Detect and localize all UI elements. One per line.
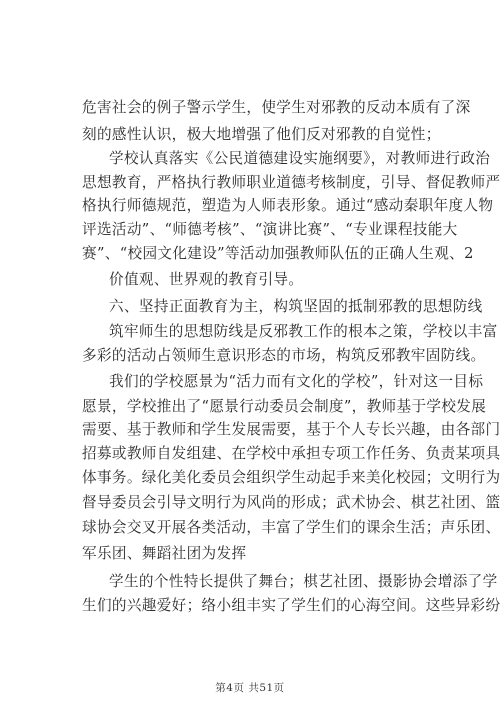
page-number-footer: 第4页 共51页 bbox=[215, 682, 285, 694]
text-line: 学校认真落实《公民道德建设实施纲要》，对教师进行政治 bbox=[109, 150, 491, 167]
text-line: 体事务。绿化美化委员会组织学生动起手来美化校园；文明行为 bbox=[82, 469, 500, 486]
text-line: 评选活动”、“师德考核”、“演讲比赛”、“专业课程技能大 bbox=[82, 221, 458, 238]
text-line: 赛”、“校园文化建设”等活动加强教师队伍的正确人生观、2 bbox=[82, 245, 474, 262]
text-line: 招募或教师自发组建、在学校中承担专项工作任务、负责某项具 bbox=[82, 445, 500, 462]
text-line: 我们的学校愿景为“活力而有文化的学校”，针对这一目标 bbox=[109, 373, 484, 390]
text-line: 球协会交叉开展各类活动，丰富了学生们的课余生活；声乐团、 bbox=[82, 519, 500, 536]
text-line: 危害社会的例子警示学生，使学生对邪教的反动本质有了深 bbox=[82, 99, 471, 116]
text-line: 督导委员会引导文明行为风尚的形成；武术协会、棋艺社团、篮 bbox=[82, 494, 500, 511]
text-line: 思想教育，严格执行教师职业道德考核制度，引导、督促教师严 bbox=[82, 174, 500, 191]
text-line: 学生的个性特长提供了舞台；棋艺社团、摄影协会增添了学 bbox=[109, 573, 498, 590]
text-line: 格执行师德规范，塑造为人师表形象。通过“感动秦职年度人物 bbox=[82, 197, 494, 214]
text-line: 生们的兴趣爱好；络小组丰实了学生们的心海空间。这些异彩纷 bbox=[82, 597, 500, 614]
text-line: 价值观、世界观的教育引导。 bbox=[109, 271, 304, 288]
text-line: 愿景，学校推出了“愿景行动委员会制度”，教师基于学校发展 bbox=[82, 398, 487, 415]
text-line: 多彩的活动占领师生意识形态的市场，构筑反邪教牢固防线。 bbox=[82, 347, 486, 364]
text-line: 需要、基于教师和学生发展需要，基于个人专长兴趣，由各部门 bbox=[82, 421, 500, 438]
text-line: 刻的感性认识，极大地增强了他们反对邪教的自觉性； bbox=[82, 126, 441, 143]
text-line: 筑牢师生的思想防线是反邪教工作的根本之策，学校以丰富 bbox=[109, 323, 498, 340]
section-heading: 六、坚持正面教育为主，构筑坚固的抵制邪教的思想防线 bbox=[109, 298, 483, 315]
text-line: 军乐团、舞蹈社团为发挥 bbox=[82, 545, 247, 562]
